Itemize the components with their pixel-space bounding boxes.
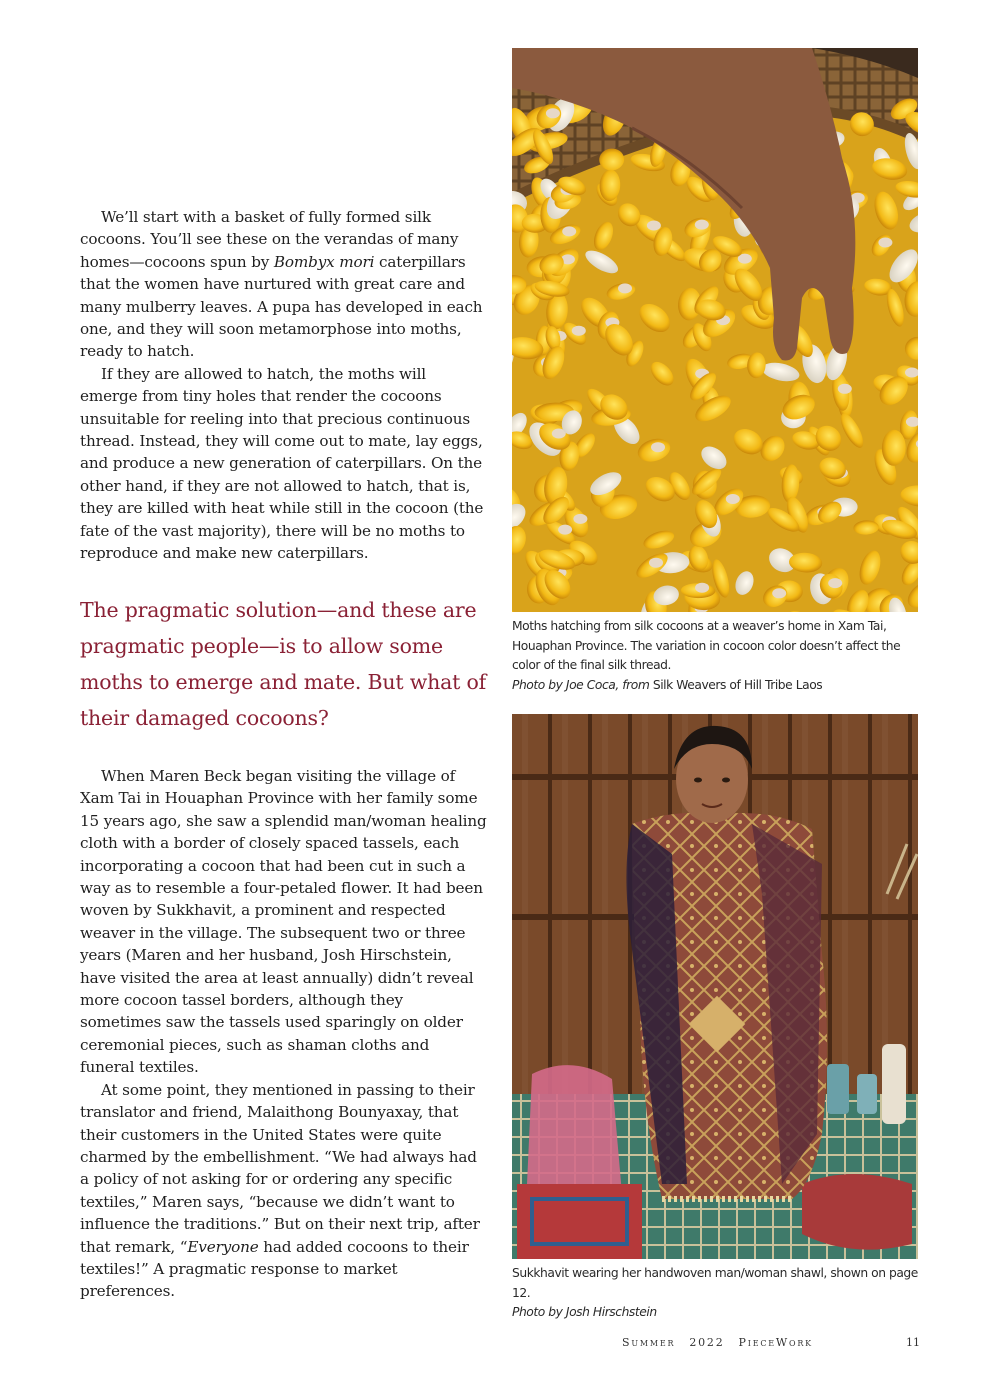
page-footer [622, 1336, 827, 1349]
footer-year: 2022 [689, 1336, 725, 1349]
moth-shape [558, 525, 572, 535]
paragraph-3: When Maren Beck began visiting the village of Xam Tai in Houaphan Province with her family some 15 years ago, she saw a splendid man/woman healing cloth with a border of closely spaced tassels, each incorporating a cocoon that had been cut in such a way as to resemble a four-petaled flower. It had been woven by Sukkhavit, a prominent and respected weaver in the village. The subsequent two or three years (Maren and her husband, Josh Hirschstein, have visited the area at least annually) didn’t reveal more cocoon tassel borders, although they sometimes saw the tassels used sparingly on older ceremonial pieces, such as shaman cloths and funeral textiles. [80, 767, 487, 1077]
moth-shape [838, 384, 852, 394]
moth-shape [647, 221, 661, 231]
paragraph-2: If they are allowed to hatch, the moths will emerge from tiny holes that render the cocoons unsuitable for reeling into that precious continuous thread. Instead, they will come out to mate, lay eggs, and produce a new generation of caterpillars. On the other hand, if they are not allowed to hatch, that is, they are killed with heat while still in the cocoon (the fate of the vast majority), there will be no moths to reproduce and make new caterpillars. [80, 364, 484, 563]
moth-shape [828, 578, 842, 588]
moth-shape [695, 583, 709, 593]
footer-magazine: PieceWork [738, 1336, 813, 1349]
weaver-photo-image [512, 714, 918, 1259]
paragraph-4: At some point, they mentioned in passing to their translator and friend, Malaithong Bounyaxay, that their customers in the United States were quite charmed by the embellishment. “We had always had a policy of not asking for or ordering any specific textiles,” Maren says, “because we didn’t want to influence the traditions.” But on their next trip, after that remark, “Everyone had added cocoons to their textiles!” A pragmatic response to market preferences. [80, 1080, 480, 1301]
moth-shape [651, 442, 665, 452]
emphasis-everyone: Everyone [187, 1237, 259, 1256]
species-name: Bombyx mori [273, 252, 375, 271]
moth-shape [878, 238, 892, 248]
moth-shape [772, 588, 786, 598]
moth-shape [572, 326, 586, 336]
weaver-photo-caption [512, 1264, 922, 1323]
moth-shape [562, 226, 576, 236]
moth-shape [649, 558, 663, 568]
page-number: 11 [906, 1336, 920, 1349]
photo-credit: Photo by Josh Hirschstein [512, 1305, 657, 1319]
article-intro [80, 206, 488, 565]
article-continued [80, 765, 488, 1303]
weaver-photo [512, 714, 918, 1259]
caption-text: Sukkhavit wearing her handwoven man/woman shawl, shown on page 12. [512, 1266, 918, 1300]
moth-shape [573, 514, 587, 524]
moth-shape [726, 494, 740, 504]
cocoon-photo-caption [512, 617, 922, 695]
caption-text: Moths hatching from silk cocoons at a weaver’s home in Xam Tai, Houaphan Province. The variation in cocoon color doesn’t affect the color of the final silk thread. [512, 619, 901, 672]
paragraph-1: We’ll start with a basket of fully formed silk cocoons. You’ll see these on the verandas of many homes—cocoons spun by Bombyx mori caterpillars that the women have nurtured with great care and many mulberry leaves. A pupa has developed in each one, and they will soon metamorphose into moths, ready to hatch. [80, 208, 483, 361]
pull-quote: The pragmatic solution—and these are pragmatic people—is to allow some moths to emerge and mate. But what of their damaged cocoons? [80, 598, 487, 730]
cocoon-photo [512, 48, 918, 612]
cocoon-photo-image [512, 48, 918, 612]
moth-shape [546, 108, 560, 118]
moth-shape [695, 220, 709, 230]
photo-credit: Photo by Joe Coca, from Silk Weavers of Hill Tribe Laos [512, 677, 823, 692]
footer-season: Summer [622, 1336, 676, 1349]
moth-shape [618, 283, 632, 293]
